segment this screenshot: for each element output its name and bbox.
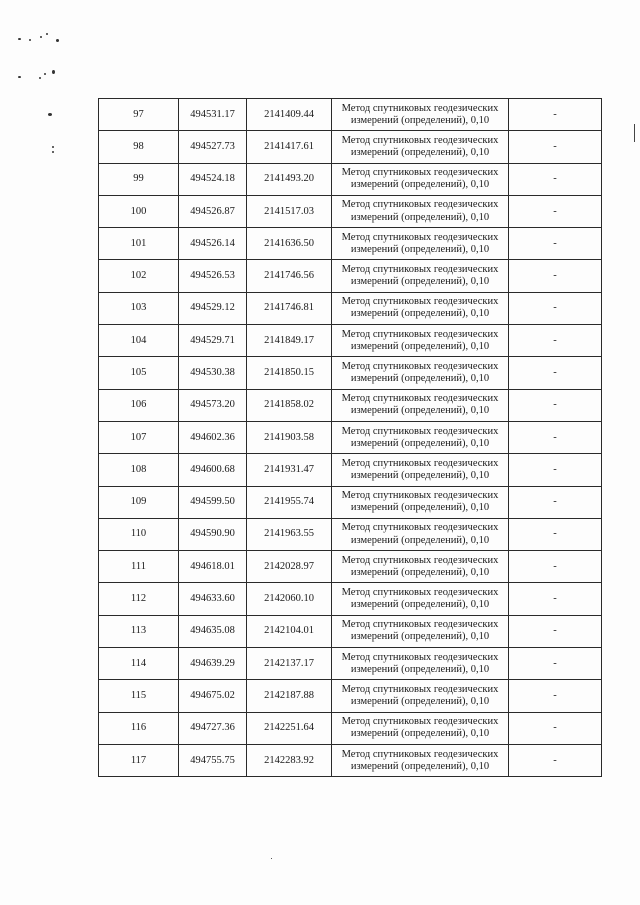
y-coordinate-cell: 2141849.17 bbox=[247, 325, 332, 357]
description-cell: - bbox=[509, 131, 602, 163]
description-cell: - bbox=[509, 99, 602, 131]
point-number-cell: 109 bbox=[99, 486, 179, 518]
table-row bbox=[99, 648, 602, 680]
method-cell: Метод спутниковых геодезических измерений (определений), 0,10 bbox=[332, 195, 509, 227]
x-coordinate-cell: 494675.02 bbox=[179, 680, 247, 712]
method-cell: Метод спутниковых геодезических измерений (определений), 0,10 bbox=[332, 583, 509, 615]
y-coordinate-cell: 2142060.10 bbox=[247, 583, 332, 615]
description-cell: - bbox=[509, 228, 602, 260]
x-coordinate-cell: 494602.36 bbox=[179, 421, 247, 453]
table-row bbox=[99, 454, 602, 486]
x-coordinate-cell: 494727.36 bbox=[179, 712, 247, 744]
x-coordinate-cell: 494529.12 bbox=[179, 292, 247, 324]
description-cell: - bbox=[509, 486, 602, 518]
y-coordinate-cell: 2142187.88 bbox=[247, 680, 332, 712]
x-coordinate-cell: 494531.17 bbox=[179, 99, 247, 131]
table-row bbox=[99, 551, 602, 583]
table-row bbox=[99, 744, 602, 776]
method-cell: Метод спутниковых геодезических измерений (определений), 0,10 bbox=[332, 421, 509, 453]
x-coordinate-cell: 494635.08 bbox=[179, 615, 247, 647]
table-row bbox=[99, 131, 602, 163]
method-cell: Метод спутниковых геодезических измерений (определений), 0,10 bbox=[332, 260, 509, 292]
x-coordinate-cell: 494755.75 bbox=[179, 744, 247, 776]
table-row bbox=[99, 260, 602, 292]
table-row bbox=[99, 712, 602, 744]
scan-speck bbox=[52, 146, 54, 148]
method-cell: Метод спутниковых геодезических измерений (определений), 0,10 bbox=[332, 712, 509, 744]
x-coordinate-cell: 494573.20 bbox=[179, 389, 247, 421]
description-cell: - bbox=[509, 260, 602, 292]
x-coordinate-cell: 494590.90 bbox=[179, 518, 247, 550]
scan-speck bbox=[52, 151, 54, 153]
table-row bbox=[99, 195, 602, 227]
description-cell: - bbox=[509, 292, 602, 324]
point-number-cell: 117 bbox=[99, 744, 179, 776]
table-row bbox=[99, 228, 602, 260]
description-cell: - bbox=[509, 421, 602, 453]
table-row bbox=[99, 163, 602, 195]
scan-speck bbox=[46, 33, 48, 35]
method-cell: Метод спутниковых геодезических измерений (определений), 0,10 bbox=[332, 454, 509, 486]
table-row bbox=[99, 99, 602, 131]
description-cell: - bbox=[509, 648, 602, 680]
x-coordinate-cell: 494639.29 bbox=[179, 648, 247, 680]
scan-speck bbox=[18, 38, 21, 40]
y-coordinate-cell: 2141858.02 bbox=[247, 389, 332, 421]
y-coordinate-cell: 2141850.15 bbox=[247, 357, 332, 389]
method-cell: Метод спутниковых геодезических измерений (определений), 0,10 bbox=[332, 357, 509, 389]
point-number-cell: 105 bbox=[99, 357, 179, 389]
description-cell: - bbox=[509, 615, 602, 647]
description-cell: - bbox=[509, 583, 602, 615]
y-coordinate-cell: 2141963.55 bbox=[247, 518, 332, 550]
coordinates-table-body bbox=[99, 99, 602, 777]
scan-speck bbox=[48, 113, 52, 116]
description-cell: - bbox=[509, 680, 602, 712]
y-coordinate-cell: 2141636.50 bbox=[247, 228, 332, 260]
description-cell: - bbox=[509, 454, 602, 486]
y-coordinate-cell: 2141417.61 bbox=[247, 131, 332, 163]
method-cell: Метод спутниковых геодезических измерений (определений), 0,10 bbox=[332, 648, 509, 680]
method-cell: Метод спутниковых геодезических измерений (определений), 0,10 bbox=[332, 486, 509, 518]
y-coordinate-cell: 2141746.81 bbox=[247, 292, 332, 324]
description-cell: - bbox=[509, 389, 602, 421]
x-coordinate-cell: 494600.68 bbox=[179, 454, 247, 486]
point-number-cell: 108 bbox=[99, 454, 179, 486]
point-number-cell: 101 bbox=[99, 228, 179, 260]
method-cell: Метод спутниковых геодезических измерений (определений), 0,10 bbox=[332, 389, 509, 421]
method-cell: Метод спутниковых геодезических измерений (определений), 0,10 bbox=[332, 615, 509, 647]
y-coordinate-cell: 2141746.56 bbox=[247, 260, 332, 292]
scan-speck bbox=[44, 73, 46, 75]
point-number-cell: 114 bbox=[99, 648, 179, 680]
y-coordinate-cell: 2142028.97 bbox=[247, 551, 332, 583]
point-number-cell: 107 bbox=[99, 421, 179, 453]
scan-edge-mark bbox=[634, 124, 635, 142]
table-row bbox=[99, 486, 602, 518]
table-row bbox=[99, 583, 602, 615]
scan-speck bbox=[40, 36, 42, 38]
method-cell: Метод спутниковых геодезических измерений (определений), 0,10 bbox=[332, 99, 509, 131]
table-row bbox=[99, 518, 602, 550]
description-cell: - bbox=[509, 163, 602, 195]
y-coordinate-cell: 2142251.64 bbox=[247, 712, 332, 744]
x-coordinate-cell: 494599.50 bbox=[179, 486, 247, 518]
scan-speck bbox=[29, 39, 31, 41]
x-coordinate-cell: 494526.53 bbox=[179, 260, 247, 292]
method-cell: Метод спутниковых геодезических измерений (определений), 0,10 bbox=[332, 551, 509, 583]
point-number-cell: 113 bbox=[99, 615, 179, 647]
point-number-cell: 103 bbox=[99, 292, 179, 324]
table-row bbox=[99, 325, 602, 357]
y-coordinate-cell: 2141955.74 bbox=[247, 486, 332, 518]
method-cell: Метод спутниковых геодезических измерений (определений), 0,10 bbox=[332, 131, 509, 163]
point-number-cell: 99 bbox=[99, 163, 179, 195]
point-number-cell: 106 bbox=[99, 389, 179, 421]
description-cell: - bbox=[509, 744, 602, 776]
method-cell: Метод спутниковых геодезических измерений (определений), 0,10 bbox=[332, 228, 509, 260]
scan-speck bbox=[56, 39, 59, 42]
point-number-cell: 110 bbox=[99, 518, 179, 550]
table-row bbox=[99, 421, 602, 453]
y-coordinate-cell: 2141931.47 bbox=[247, 454, 332, 486]
point-number-cell: 104 bbox=[99, 325, 179, 357]
point-number-cell: 102 bbox=[99, 260, 179, 292]
point-number-cell: 98 bbox=[99, 131, 179, 163]
y-coordinate-cell: 2142104.01 bbox=[247, 615, 332, 647]
y-coordinate-cell: 2141903.58 bbox=[247, 421, 332, 453]
coordinates-table bbox=[98, 98, 602, 777]
method-cell: Метод спутниковых геодезических измерений (определений), 0,10 bbox=[332, 744, 509, 776]
scan-speck bbox=[18, 76, 21, 78]
y-coordinate-cell: 2141409.44 bbox=[247, 99, 332, 131]
description-cell: - bbox=[509, 518, 602, 550]
table-row bbox=[99, 615, 602, 647]
y-coordinate-cell: 2142137.17 bbox=[247, 648, 332, 680]
x-coordinate-cell: 494527.73 bbox=[179, 131, 247, 163]
description-cell: - bbox=[509, 357, 602, 389]
x-coordinate-cell: 494633.60 bbox=[179, 583, 247, 615]
x-coordinate-cell: 494618.01 bbox=[179, 551, 247, 583]
x-coordinate-cell: 494530.38 bbox=[179, 357, 247, 389]
x-coordinate-cell: 494526.87 bbox=[179, 195, 247, 227]
description-cell: - bbox=[509, 551, 602, 583]
point-number-cell: 100 bbox=[99, 195, 179, 227]
method-cell: Метод спутниковых геодезических измерений (определений), 0,10 bbox=[332, 163, 509, 195]
x-coordinate-cell: 494524.18 bbox=[179, 163, 247, 195]
point-number-cell: 116 bbox=[99, 712, 179, 744]
y-coordinate-cell: 2142283.92 bbox=[247, 744, 332, 776]
y-coordinate-cell: 2141517.03 bbox=[247, 195, 332, 227]
point-number-cell: 112 bbox=[99, 583, 179, 615]
method-cell: Метод спутниковых геодезических измерений (определений), 0,10 bbox=[332, 292, 509, 324]
table-row bbox=[99, 357, 602, 389]
scan-speck bbox=[39, 77, 41, 79]
x-coordinate-cell: 494526.14 bbox=[179, 228, 247, 260]
scan-speck bbox=[52, 70, 55, 74]
x-coordinate-cell: 494529.71 bbox=[179, 325, 247, 357]
method-cell: Метод спутниковых геодезических измерений (определений), 0,10 bbox=[332, 518, 509, 550]
method-cell: Метод спутниковых геодезических измерений (определений), 0,10 bbox=[332, 325, 509, 357]
point-number-cell: 115 bbox=[99, 680, 179, 712]
point-number-cell: 111 bbox=[99, 551, 179, 583]
description-cell: - bbox=[509, 325, 602, 357]
description-cell: - bbox=[509, 195, 602, 227]
table-row bbox=[99, 680, 602, 712]
point-number-cell: 97 bbox=[99, 99, 179, 131]
table-row bbox=[99, 292, 602, 324]
scan-speck bbox=[271, 858, 272, 859]
description-cell: - bbox=[509, 712, 602, 744]
table-row bbox=[99, 389, 602, 421]
y-coordinate-cell: 2141493.20 bbox=[247, 163, 332, 195]
method-cell: Метод спутниковых геодезических измерений (определений), 0,10 bbox=[332, 680, 509, 712]
